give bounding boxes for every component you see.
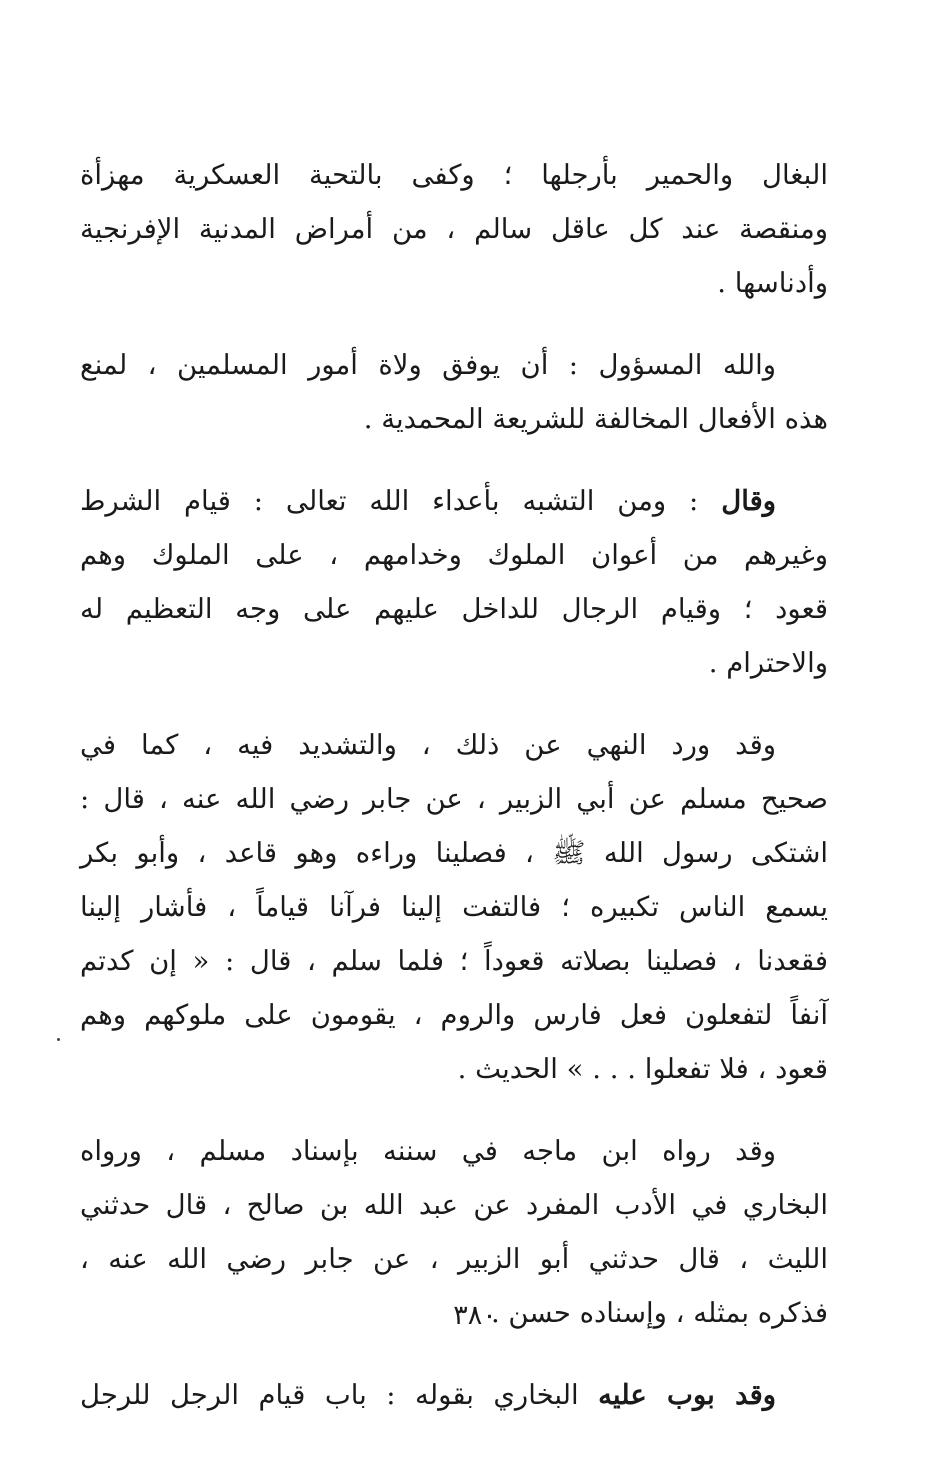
text-line: وغيرهم من أعوان الملوك وخدامهم ، على الملوك وهم <box>80 539 828 571</box>
text-segment: : ومن التشبه بأعداء الله تعالى : قيام الشرط <box>80 485 699 517</box>
text-line: قعود ؛ وقيام الرجال للداخل عليهم على وجه التعظيم له <box>80 593 828 625</box>
text-line: الليث ، قال حدثني أبو الزبير ، عن جابر رضي الله عنه ، <box>80 1243 828 1275</box>
text-line: قعود ، فلا تفعلوا . . . » الحديث . <box>457 1053 828 1085</box>
page-number: ٣٨٠ <box>453 1300 497 1331</box>
bold-lead-word: وقال <box>721 485 777 517</box>
text-segment: البخاري بقوله : باب قيام الرجل للرجل <box>80 1379 579 1411</box>
text-line: والله المسؤول : أن يوفق ولاة أمور المسلمين ، لمنع <box>80 349 776 381</box>
paragraph-6 <box>80 1368 828 1422</box>
text-line: وقد ورد النهي عن ذلك ، والتشديد فيه ، كما في <box>80 729 776 761</box>
text-line: فقعدنا ، فصلينا بصلاته قعوداً ؛ فلما سلم ، قال : « إن كدتم <box>80 945 828 977</box>
bold-lead-word: وقد بوب عليه <box>598 1379 776 1411</box>
paragraph-3 <box>80 474 828 690</box>
text-line: هذه الأفعال المخالفة للشريعة المحمدية . <box>363 403 828 435</box>
text-line <box>80 474 828 528</box>
text-line: صحيح مسلم عن أبي الزبير ، عن جابر رضي الله عنه ، قال : <box>80 783 828 815</box>
page-body <box>80 148 828 1450</box>
text-line: البخاري في الأدب المفرد عن عبد الله بن صالح ، قال حدثني <box>80 1189 828 1221</box>
paragraph-1 <box>80 148 828 310</box>
text-line: وأدناسها . <box>717 267 828 299</box>
text-line: آنفاً لتفعلون فعل فارس والروم ، يقومون على ملوكهم وهم <box>80 999 828 1031</box>
text-line: البغال والحمير بأرجلها ؛ وكفى بالتحية العسكرية مهزأة <box>80 159 828 191</box>
margin-dot-mark <box>57 1038 60 1041</box>
text-line: ومنقصة عند كل عاقل سالم ، من أمراض المدنية الإفرنجية <box>80 213 828 245</box>
text-line: اشتكى رسول الله ﷺ ، فصلينا وراءه وهو قاعد ، وأبو بكر <box>80 837 828 869</box>
text-line: يسمع الناس تكبيره ؛ فالتفت إلينا فرآنا قياماً ، فأشار إلينا <box>80 891 828 923</box>
text-line: فذكره بمثله ، وإسناده حسن . <box>490 1297 828 1329</box>
text-line <box>80 1368 828 1422</box>
paragraph-4 <box>80 718 828 1096</box>
paragraph-2 <box>80 338 828 446</box>
text-line: والاحترام . <box>708 647 828 679</box>
text-line: وقد رواه ابن ماجه في سننه بإسناد مسلم ، ورواه <box>80 1135 776 1167</box>
